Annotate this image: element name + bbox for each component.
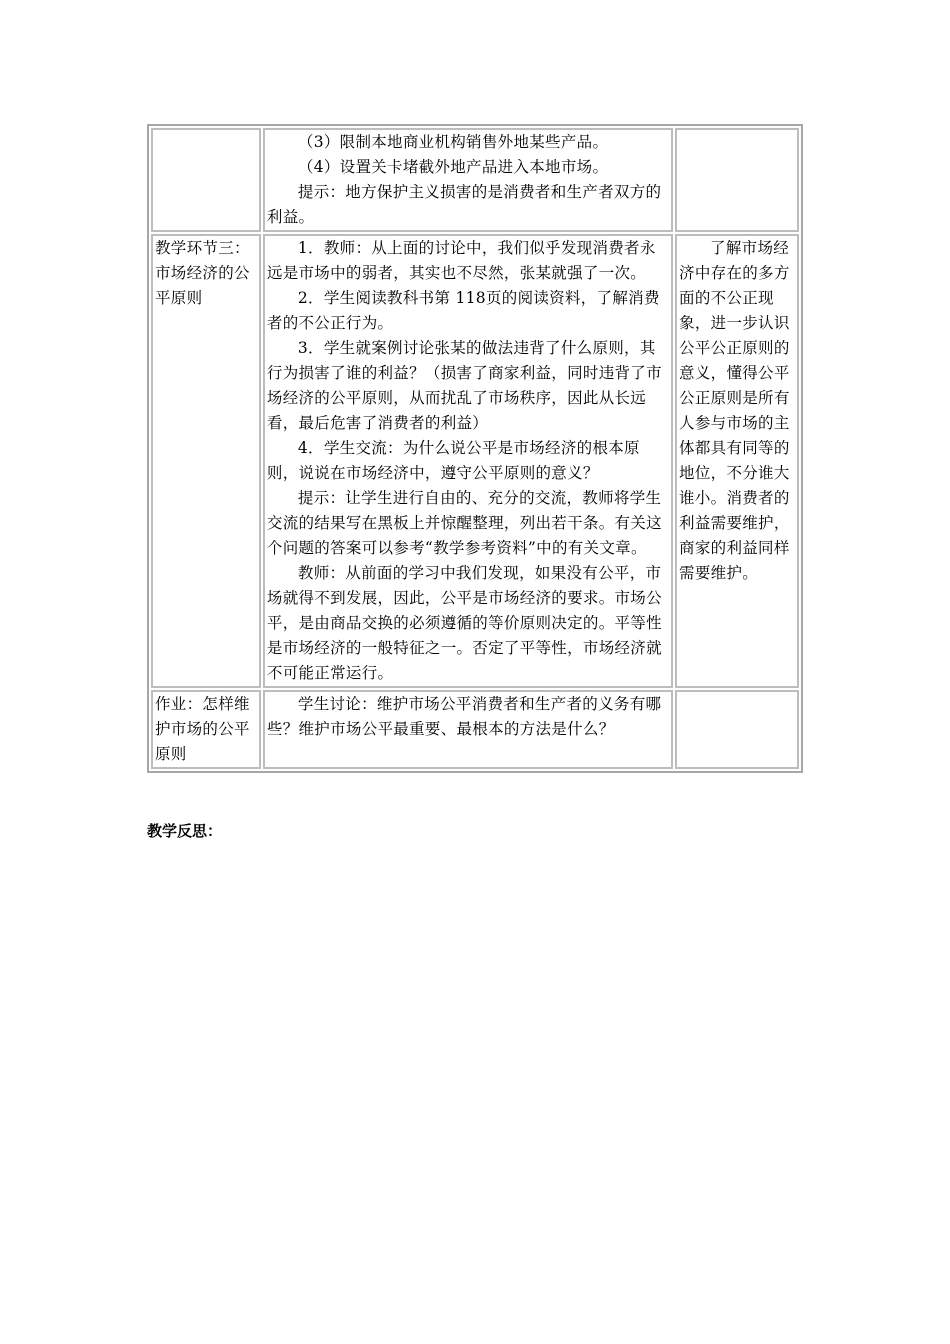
- stage-text: 作业：怎样维护市场的公平原则: [155, 695, 250, 763]
- table-row: [151, 690, 799, 769]
- content-cell: [263, 690, 673, 769]
- content-paragraph: 提示：让学生进行自由的、充分的交流，教师将学生交流的结果写在黑板上并惊醒整理，列出若干条。有关这个问题的答案可以参考“教学参考资料”中的有关文章。: [266, 489, 662, 557]
- stage-text: 教学环节三：市场经济的公平原则: [155, 239, 250, 307]
- goal-cell: [675, 128, 799, 232]
- table-row: [151, 234, 799, 688]
- content-paragraph: 学生讨论：维护市场公平消费者和生产者的义务有哪些？维护市场公平最重要、最根本的方法是什么？: [266, 695, 662, 738]
- content-paragraph: 教师：从前面的学习中我们发现，如果没有公平，市场就得不到发展，因此，公平是市场经济的要求。市场公平，是由商品交换的必须遵循的等价原则决定的。平等性是市场经济的一般特征之一。否定了平等性，市场经济就不可能正常运行。: [266, 564, 662, 682]
- stage-cell: [151, 690, 261, 769]
- content-cell: [263, 128, 673, 232]
- teaching-reflection-label: 教学反思：: [147, 822, 223, 840]
- table-row: [151, 128, 799, 232]
- content-paragraph: 提示：地方保护主义损害的是消费者和生产者双方的利益。: [266, 183, 662, 226]
- goal-text: 了解市场经济中存在的多方面的不公正现象，进一步认识公平公正原则的意义，懂得公平公正原则是所有人参与市场的主体都具有同等的地位，不分谁大谁小。消费者的利益需要维护，商家的利益同样需要维护。: [679, 239, 790, 582]
- content-paragraph: 4．学生交流：为什么说公平是市场经济的根本原则，说说在市场经济中，遵守公平原则的意义？: [266, 439, 640, 482]
- content-paragraph: 1．教师：从上面的讨论中，我们似乎发现消费者永远是市场中的弱者，其实也不尽然，张某就强了一次。: [266, 239, 656, 282]
- stage-cell: [151, 128, 261, 232]
- content-paragraph: 3．学生就案例讨论张某的做法违背了什么原则，其行为损害了谁的利益？（损害了商家利益，同时违背了市场经济的公平原则，从而扰乱了市场秩序，因此从长远看，最后危害了消费者的利益）: [266, 339, 662, 432]
- content-paragraph: （3）限制本地商业机构销售外地某些产品。: [297, 133, 609, 151]
- content-paragraph: 2．学生阅读教科书第 118页的阅读资料，了解消费者的不公正行为。: [266, 289, 660, 332]
- goal-cell: [675, 690, 799, 769]
- lesson-plan-table: [147, 124, 803, 773]
- content-cell: [263, 234, 673, 688]
- stage-cell: [151, 234, 261, 688]
- goal-cell: [675, 234, 799, 688]
- content-paragraph: （4）设置关卡堵截外地产品进入本地市场。: [297, 158, 609, 176]
